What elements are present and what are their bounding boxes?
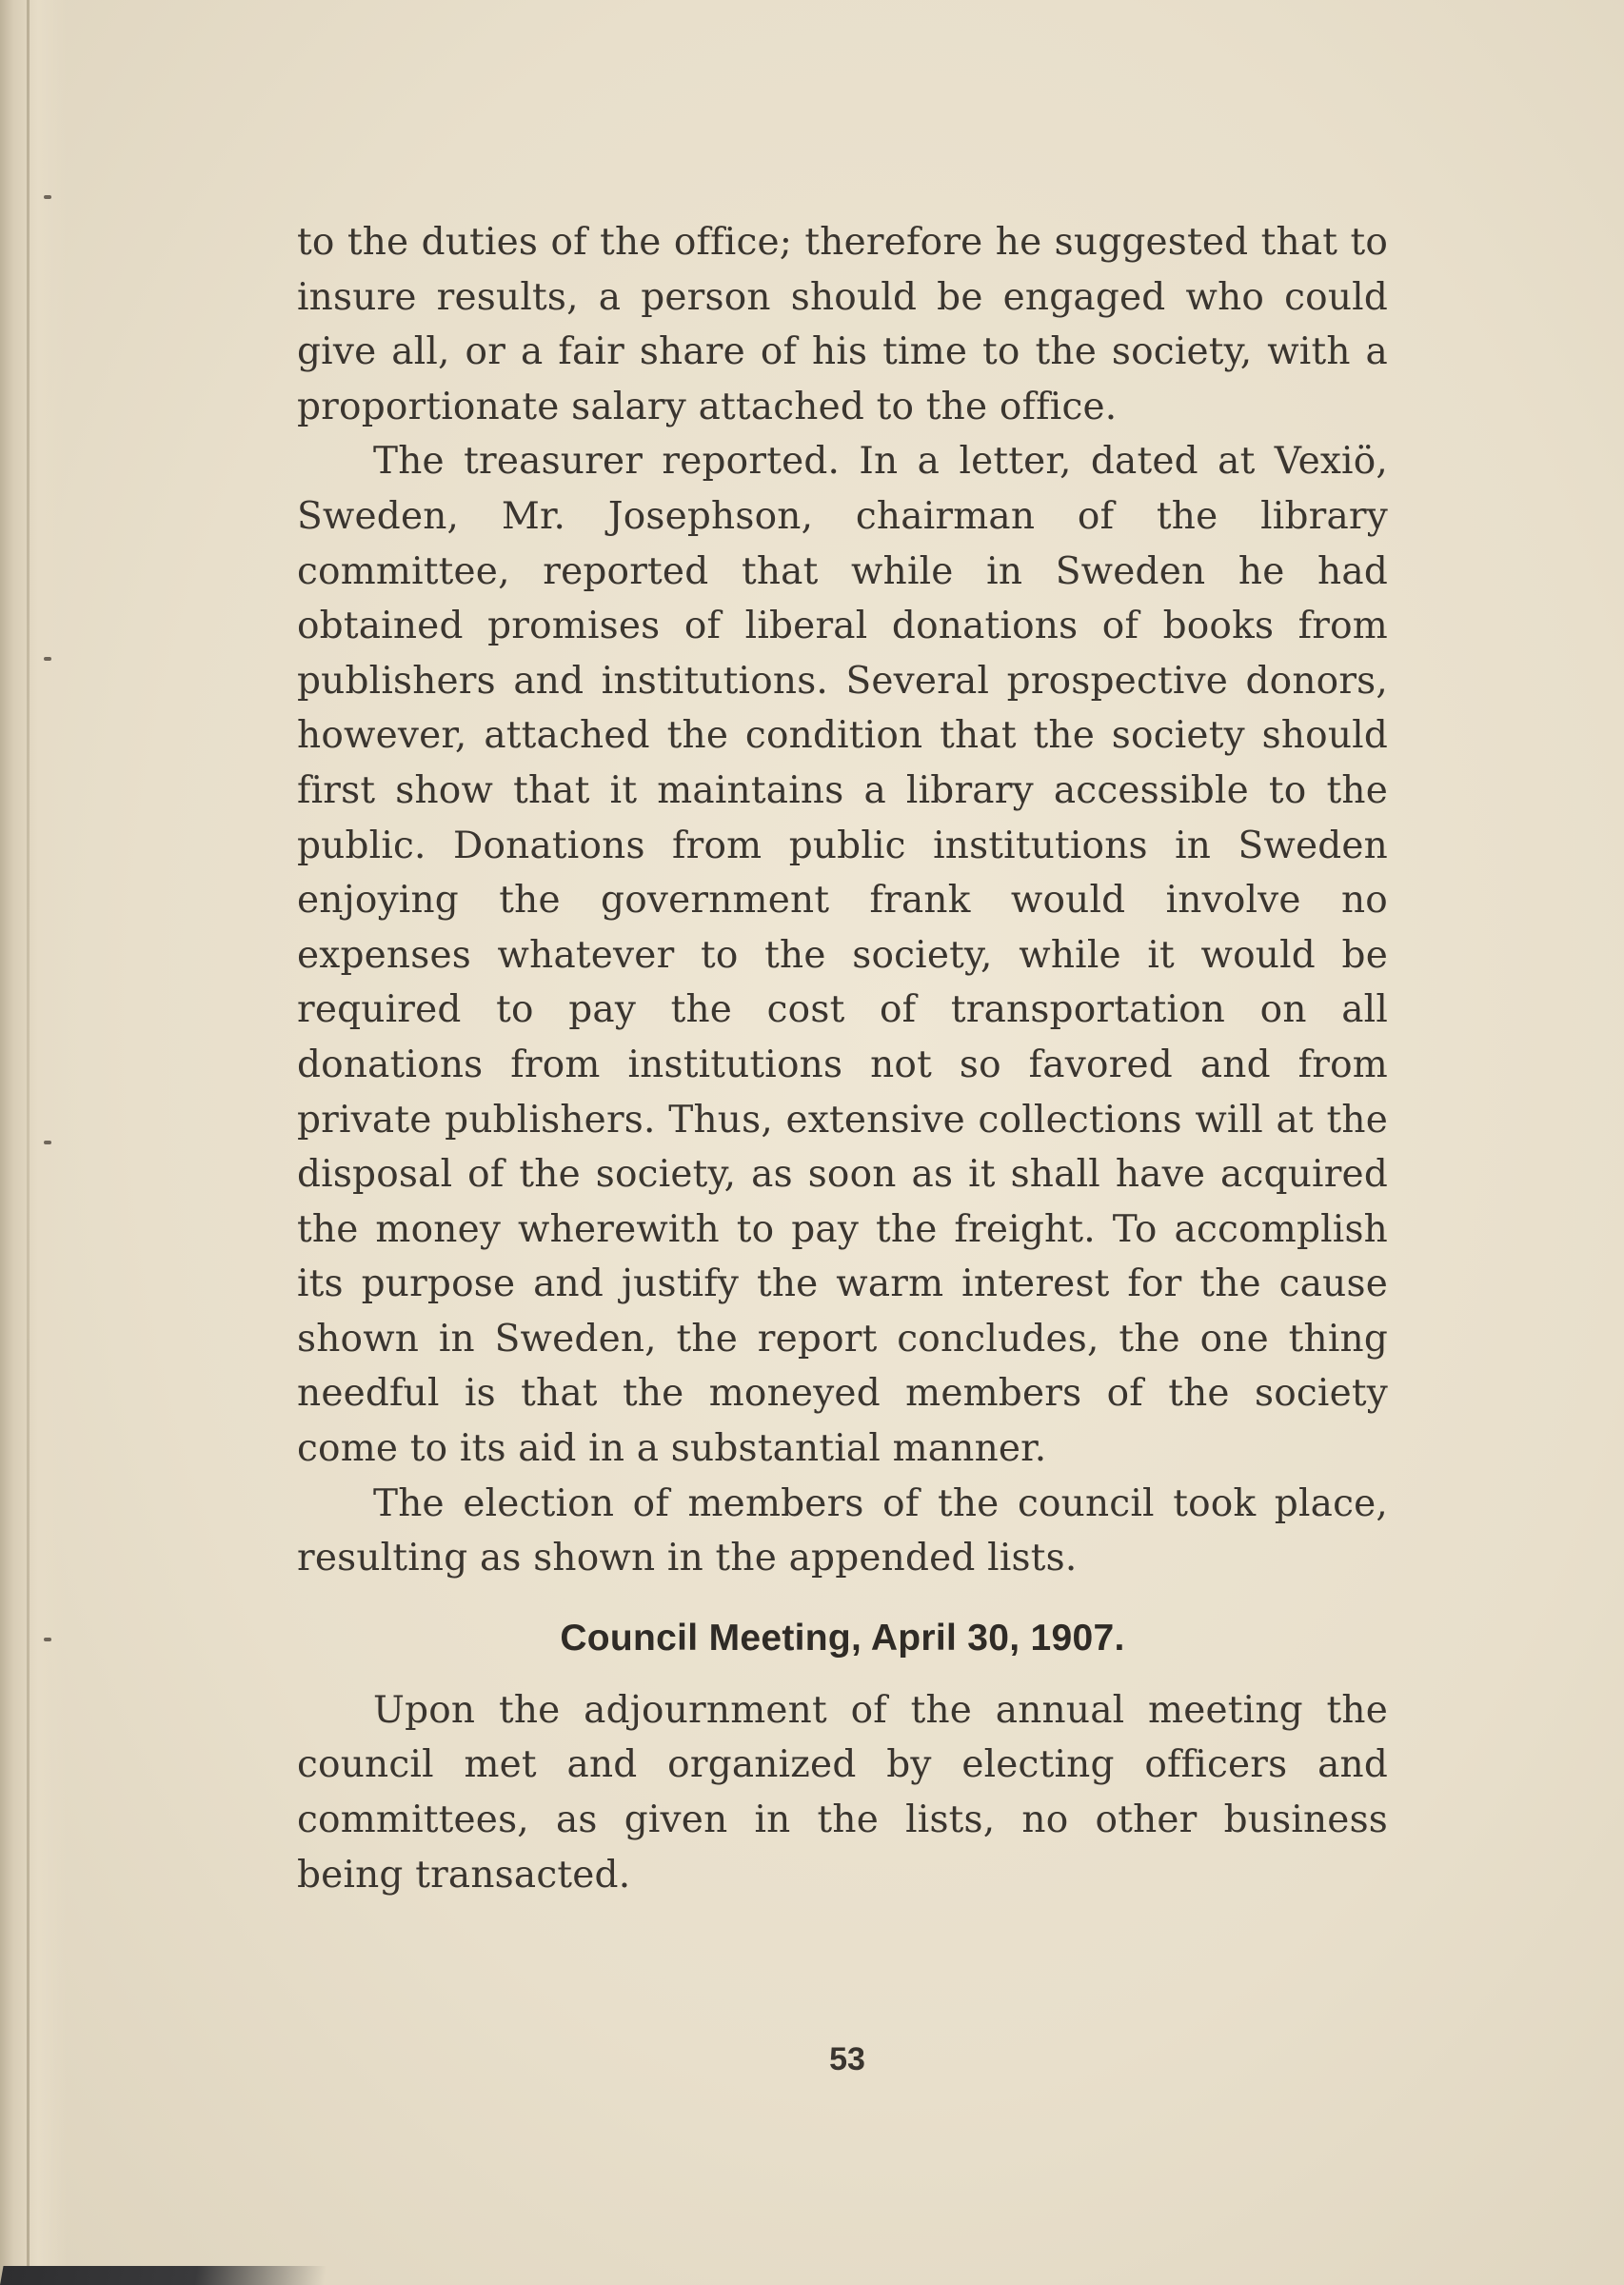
section-heading: Council Meeting, April 30, 1907. bbox=[560, 1617, 1125, 1659]
binding-stitch bbox=[44, 1141, 51, 1144]
page-number: 53 bbox=[829, 2041, 865, 2077]
body-text bbox=[297, 215, 1388, 1902]
paragraph-continuation: to the duties of the office; therefore he suggested that to insure results, a person should be engaged who could give all, or a fair share of his time to the society, with a proportionate salary attached to the office. bbox=[297, 221, 1388, 428]
bottom-edge-shadow bbox=[0, 2266, 327, 2285]
binding-gutter bbox=[0, 0, 67, 2285]
binding-stitch bbox=[44, 1638, 51, 1641]
binding-stitch bbox=[44, 657, 51, 661]
paragraph-council-meeting: Upon the adjournment of the annual meeting the council met and organized by electing officers and committees, as given in the lists, no other business being transacted. bbox=[297, 1688, 1388, 1897]
paragraph-treasurer-report: The treasurer reported. In a letter, dated at Vexiö, Sweden, Mr. Josephson, chairman of the library committee, reported that while in Sweden he had obtained promises of liberal donations of books from publishers and institutions. Several prospective donors, however, attached the condition that the society should first show that it maintains a library accessible to the public. Donations from public institutions in Sweden enjoying the government frank would involve no expenses whatever to the society, while it would be required to pay the cost of transportation on all donations from institutions not so favored and from private publishers. Thus, extensive collections will at the disposal of the society, as soon as it shall have acquired the money wherewith to pay the freight. To accomplish its purpose and justify the warm interest for the cause shown in Sweden, the report concludes, the one thing needful is that the moneyed members of the society come to its aid in a substantial manner. bbox=[297, 440, 1388, 1471]
gutter-fold-line bbox=[27, 0, 30, 2285]
binding-stitch bbox=[44, 195, 51, 199]
paragraph-election: The election of members of the council took place, resulting as shown in the appended lists. bbox=[297, 1481, 1388, 1580]
